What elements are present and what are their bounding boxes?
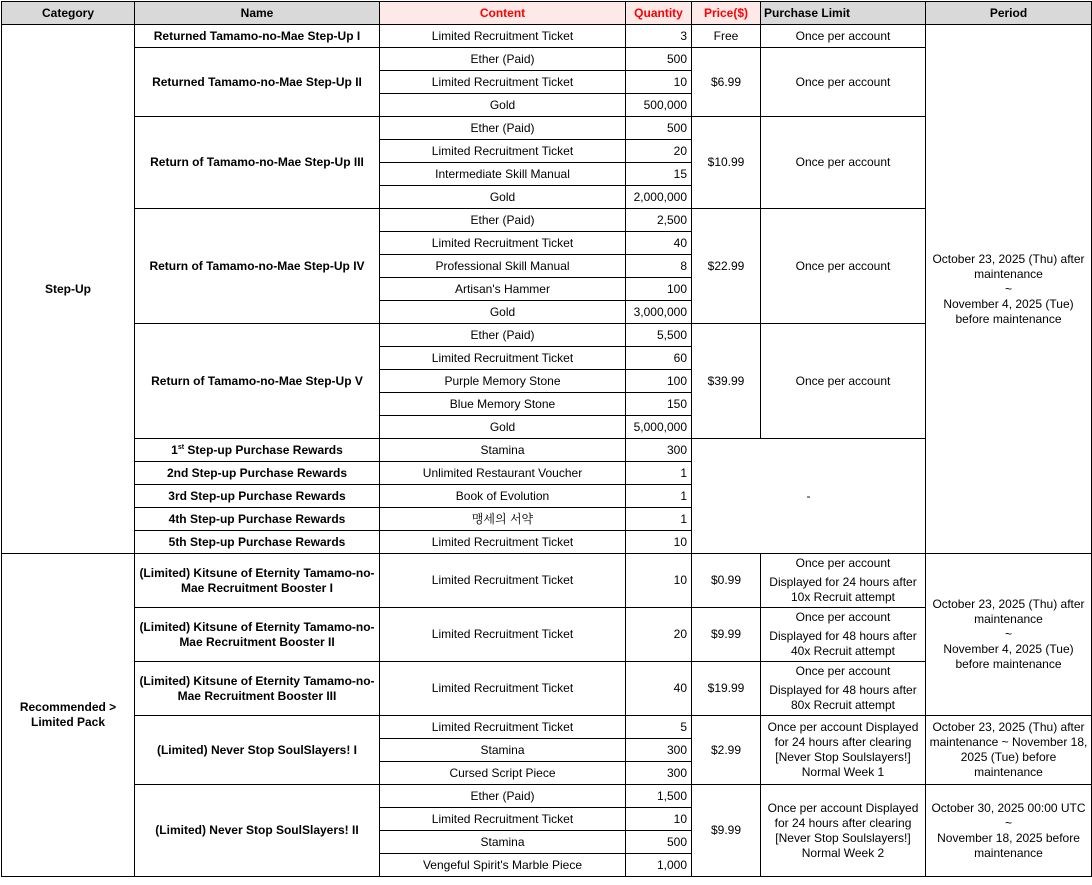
header-purchase-limit: Purchase Limit [761, 2, 926, 25]
quantity-cell: 40 [626, 662, 692, 716]
price-cell: $9.99 [692, 608, 761, 662]
period-soulslayers-1: October 23, 2025 (Thu) after maintenance ~ November 18, 2025 (Tue) before maintenance [926, 716, 1092, 785]
content-cell: Ether (Paid) [380, 785, 626, 808]
quantity-cell: 100 [626, 370, 692, 393]
content-cell: Ether (Paid) [380, 117, 626, 140]
limit-cell: Once per account [761, 324, 926, 439]
limit-cell: Once per account [761, 25, 926, 48]
content-cell: Limited Recruitment Ticket [380, 140, 626, 163]
period-line: October 23, 2025 (Thu) after maintenance [932, 251, 1085, 281]
quantity-cell: 10 [626, 71, 692, 94]
quantity-cell: 20 [626, 608, 692, 662]
price-cell: $39.99 [692, 324, 761, 439]
content-cell: Gold [380, 301, 626, 324]
content-cell: Gold [380, 416, 626, 439]
limit-cell: Once per account [761, 209, 926, 324]
quantity-cell: 5,500 [626, 324, 692, 347]
quantity-cell: 10 [626, 531, 692, 554]
limit-line: Displayed for 48 hours after 40x Recruit attempt [769, 629, 917, 658]
limit-cell [761, 608, 926, 662]
price-cell: Free [692, 25, 761, 48]
period-tilde: ~ [1004, 281, 1012, 296]
content-cell: Stamina [380, 831, 626, 854]
content-cell: Unlimited Restaurant Voucher [380, 462, 626, 485]
content-cell: Limited Recruitment Ticket [380, 608, 626, 662]
content-cell: Limited Recruitment Ticket [380, 554, 626, 608]
content-cell: Gold [380, 186, 626, 209]
content-cell: Vengeful Spirit's Marble Piece [380, 854, 626, 877]
quantity-cell: 10 [626, 808, 692, 831]
period-line: November 4, 2025 (Tue) before maintenance [943, 296, 1074, 326]
quantity-cell: 300 [626, 439, 692, 462]
content-cell: Limited Recruitment Ticket [380, 808, 626, 831]
pack-name: Returned Tamamo-no-Mae Step-Up I [135, 25, 380, 48]
header-quantity: Quantity [626, 2, 692, 25]
content-cell: Limited Recruitment Ticket [380, 347, 626, 370]
content-cell: Limited Recruitment Ticket [380, 71, 626, 94]
limit-line: Displayed for 24 hours after 10x Recruit attempt [769, 575, 917, 604]
limit-line: Once per account [795, 556, 891, 570]
rewards-dash: - [692, 439, 926, 554]
content-cell: Limited Recruitment Ticket [380, 25, 626, 48]
quantity-cell: 15 [626, 163, 692, 186]
header-name: Name [135, 2, 380, 25]
price-cell: $22.99 [692, 209, 761, 324]
period-line: November 18, 2025 before maintenance [937, 830, 1080, 860]
reward-name: 5th Step-up Purchase Rewards [135, 531, 380, 554]
reward-number: 1 [171, 442, 178, 457]
limit-cell: Once per account [761, 48, 926, 117]
content-cell: Purple Memory Stone [380, 370, 626, 393]
limit-cell [761, 662, 926, 716]
quantity-cell: 2,000,000 [626, 186, 692, 209]
quantity-cell: 500 [626, 831, 692, 854]
header-category: Category [2, 2, 135, 25]
content-cell: Book of Evolution [380, 485, 626, 508]
quantity-cell: 20 [626, 140, 692, 163]
limit-cell: Once per account Displayed for 24 hours after clearing [Never Stop Soulslayers!] Normal Week 2 [761, 785, 926, 877]
quantity-cell: 40 [626, 232, 692, 255]
quantity-cell: 3,000,000 [626, 301, 692, 324]
period-tilde: ~ [1004, 815, 1012, 830]
header-row [2, 2, 1092, 25]
quantity-cell: 2,500 [626, 209, 692, 232]
limit-cell [761, 554, 926, 608]
header-content: Content [380, 2, 626, 25]
period-tilde: ~ [1004, 627, 1012, 641]
quantity-cell: 5 [626, 716, 692, 739]
reward-ordinal-suffix: st [177, 443, 185, 451]
content-cell: Professional Skill Manual [380, 255, 626, 278]
content-cell: Intermediate Skill Manual [380, 163, 626, 186]
price-cell: $9.99 [692, 785, 761, 877]
table-row [2, 25, 1092, 48]
category-stepup: Step-Up [2, 25, 135, 554]
content-cell: Artisan's Hammer [380, 278, 626, 301]
quantity-cell: 1,000 [626, 854, 692, 877]
content-cell: Ether (Paid) [380, 324, 626, 347]
reward-name: 2nd Step-up Purchase Rewards [135, 462, 380, 485]
quantity-cell: 150 [626, 393, 692, 416]
quantity-cell: 500,000 [626, 94, 692, 117]
period-soulslayers-2 [926, 785, 1092, 877]
pack-name: (Limited) Never Stop SoulSlayers! II [135, 785, 380, 877]
pack-name: (Limited) Kitsune of Eternity Tamamo-no-Mae Recruitment Booster I [135, 554, 380, 608]
quantity-cell: 1 [626, 485, 692, 508]
limit-cell: Once per account Displayed for 24 hours after clearing [Never Stop Soulslayers!] Normal Week 1 [761, 716, 926, 785]
package-table [1, 1, 1092, 877]
limit-line: Once per account [795, 610, 891, 624]
reward-name [135, 439, 380, 462]
quantity-cell: 3 [626, 25, 692, 48]
content-cell: Limited Recruitment Ticket [380, 531, 626, 554]
quantity-cell: 5,000,000 [626, 416, 692, 439]
limit-line: Displayed for 48 hours after 80x Recruit attempt [769, 683, 917, 712]
quantity-cell: 1 [626, 508, 692, 531]
content-cell: Limited Recruitment Ticket [380, 716, 626, 739]
price-cell: $19.99 [692, 662, 761, 716]
pack-name: (Limited) Kitsune of Eternity Tamamo-no-Mae Recruitment Booster III [135, 662, 380, 716]
pack-name: (Limited) Never Stop SoulSlayers! I [135, 716, 380, 785]
quantity-cell: 300 [626, 762, 692, 785]
quantity-cell: 300 [626, 739, 692, 762]
content-cell: Blue Memory Stone [380, 393, 626, 416]
limit-cell: Once per account [761, 117, 926, 209]
table-row [2, 554, 1092, 608]
content-cell: 맹세의 서약 [380, 508, 626, 531]
content-cell: Ether (Paid) [380, 209, 626, 232]
header-period: Period [926, 2, 1092, 25]
quantity-cell: 100 [626, 278, 692, 301]
quantity-cell: 1 [626, 462, 692, 485]
content-cell: Stamina [380, 739, 626, 762]
content-cell: Limited Recruitment Ticket [380, 232, 626, 255]
reward-name-text: Step-up Purchase Rewards [184, 442, 343, 457]
period-line: October 30, 2025 00:00 UTC [931, 800, 1086, 815]
price-cell: $10.99 [692, 117, 761, 209]
content-cell: Ether (Paid) [380, 48, 626, 71]
price-cell: $6.99 [692, 48, 761, 117]
pack-name: Returned Tamamo-no-Mae Step-Up II [135, 48, 380, 117]
limit-line: Once per account [795, 664, 891, 678]
period-line: October 23, 2025 (Thu) after maintenance [932, 597, 1085, 626]
price-cell: $2.99 [692, 716, 761, 785]
table-row [2, 716, 1092, 739]
quantity-cell: 1,500 [626, 785, 692, 808]
pack-name: Return of Tamamo-no-Mae Step-Up IV [135, 209, 380, 324]
content-cell: Stamina [380, 439, 626, 462]
quantity-cell: 10 [626, 554, 692, 608]
pack-name: Return of Tamamo-no-Mae Step-Up III [135, 117, 380, 209]
content-cell: Cursed Script Piece [380, 762, 626, 785]
pack-name: (Limited) Kitsune of Eternity Tamamo-no-Mae Recruitment Booster II [135, 608, 380, 662]
content-cell: Gold [380, 94, 626, 117]
price-cell: $0.99 [692, 554, 761, 608]
quantity-cell: 60 [626, 347, 692, 370]
quantity-cell: 500 [626, 48, 692, 71]
quantity-cell: 500 [626, 117, 692, 140]
period-stepup [926, 25, 1092, 554]
table-row [2, 785, 1092, 808]
period-line: November 4, 2025 (Tue) before maintenance [943, 642, 1074, 671]
content-cell: Limited Recruitment Ticket [380, 662, 626, 716]
category-recommended: Recommended > Limited Pack [2, 554, 135, 877]
quantity-cell: 8 [626, 255, 692, 278]
pack-name: Return of Tamamo-no-Mae Step-Up V [135, 324, 380, 439]
period-boosters [926, 554, 1092, 716]
header-price: Price($) [692, 2, 761, 25]
reward-name: 3rd Step-up Purchase Rewards [135, 485, 380, 508]
reward-name: 4th Step-up Purchase Rewards [135, 508, 380, 531]
